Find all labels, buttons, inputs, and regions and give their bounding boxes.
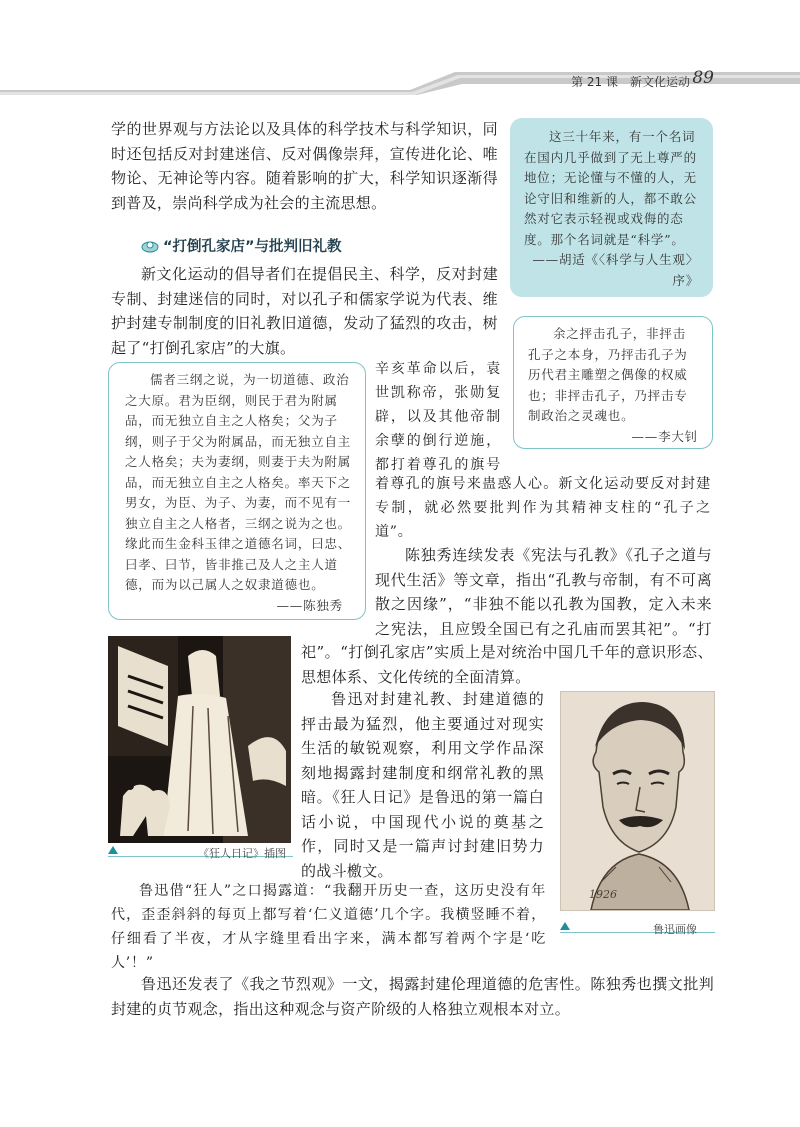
quote-text: 这三十年来，有一个名词在国内几乎做到了无上尊严的地位；无论懂与不懂的人，无论守旧和维新的人，都不敢公然对它表示轻视或戏侮的态度。那个名词就是“科学”。	[524, 129, 697, 247]
quote-source: ——胡适《〈科学与人生观〉序》	[532, 252, 699, 288]
figure-left-caption: 《狂人日记》插图	[198, 847, 286, 860]
paragraph-3-continuation	[301, 640, 713, 689]
kaiti-paragraph-text: 辛亥革命以后，袁世凯称帝，张勋复辟，以及其他帝制余孽的倒行逆施，都打着尊孔的旗号	[375, 361, 501, 473]
kaiti-paragraph-part-2	[375, 472, 711, 544]
sidebar-quote-li	[513, 316, 713, 449]
quote-text: 儒者三纲之说，为一切道德、政治之大原。君为臣纲，则民于君为附属品，而无独立自主之人格矣；父为子纲，则子于父为附属品，而无独立自主之人格矣；夫为妻纲，则妻于夫为附属品，而无独立自主之人格矣。率天下之男女，为臣、为子、为妻，而不见有一独立自主之人格者，三纲之说为之也。缘此而生金科玉律之道德名词，曰忠、曰孝、曰节，皆非推己及人之主人道德，而为以己属人之奴隶道德也。	[125, 372, 352, 592]
sidebar-quote-chen	[108, 362, 366, 620]
sidebar-quote-science	[510, 118, 713, 297]
madman-diary-illustration	[108, 636, 291, 843]
paragraph-3	[375, 543, 712, 641]
page-number: 89	[692, 68, 714, 88]
section-heading-text: “打倒孔家店”与批判旧礼教	[163, 239, 342, 255]
section-heading	[141, 235, 342, 256]
quote-text: 余之抨击孔子，非抨击孔子之本身，乃抨击孔子为历代君主雕塑之偶像的权威也；非抨击孔子，乃抨击专制政治之灵魂也。	[528, 326, 688, 423]
quote-source: ——陈独秀	[276, 597, 343, 613]
kaiti-quote-luxun: 鲁迅借“狂人”之口揭露道：“我翻开历史一查，这历史没有年代，歪歪斜斜的每页上都写着‘仁义道德’几个字。我横竖睡不着，仔细看了半夜，才从字缝里看出字来，满本都写着两个字是‘吃人’！”	[111, 883, 546, 971]
paragraph-3-text: 陈独秀连续发表《宪法与孔教》《孔子之道与现代生活》等文章，指出“孔教与帝制，有不可离散之因缘”，“非独不能以孔教为国教，定入未来之宪法，且应毁全国已有之孔庙而罢其祀”。“打	[375, 546, 712, 638]
illustration-art	[108, 636, 291, 843]
paragraph-5: 鲁迅还发表了《我之节烈观》一文，揭露封建伦理道德的危害性。陈独秀也撰文批判封建的贞节观念，指出这种观念与资产阶级的人格独立观根本对立。	[111, 975, 714, 1018]
lesson-title: 第 21 课 新文化运动	[571, 75, 690, 89]
figure-right-caption: 鲁迅画像	[653, 923, 697, 936]
paragraph-4: 鲁迅对封建礼教、封建道德的抨击最为猛烈，他主要通过对现实生活的敏锐观察，利用文学作品深刻地揭露封建制度和纲常礼教的黑暗。《狂人日记》是鲁迅的第一篇白话小说，中国现代小说的奠基之作，同时又是一篇声讨封建旧势力的战斗檄文。	[301, 690, 544, 880]
section-flower-icon	[141, 238, 159, 254]
portrait-sketch	[561, 692, 714, 910]
quote-source: ——李大钊	[631, 428, 698, 444]
kaiti-paragraph-continuation: 着尊孔的旗号来蛊惑人心。新文化运动要反对封建专制，就必然要批判作为其精神支柱的“孔子之道”。	[375, 476, 711, 540]
caption-triangle-icon	[108, 846, 118, 854]
caption-triangle-icon	[560, 922, 570, 930]
intro-paragraph: 学的世界观与方法论以及具体的科学技术与科学知识，同时还包括反对封建迷信、反对偶像崇拜，宣传进化论、唯物论、无神论等内容。随着影响的扩大，科学知识逐渐得到普及，崇尚科学成为社会的主流思想。	[111, 120, 498, 212]
kaiti-paragraph-part-1	[375, 357, 501, 477]
portrait-signature: 1926	[589, 888, 617, 901]
paragraph-2: 新文化运动的倡导者们在提倡民主、科学，反对封建专制、封建迷信的同时，对以孔子和儒家学说为代表、维护封建专制制度的旧礼教旧道德，发动了猛烈的攻击，树起了“打倒孔家店”的大旗。	[111, 265, 498, 357]
luxun-portrait	[560, 691, 715, 911]
paragraph-3-tail: 祀”。“打倒孔家店”实质上是对统治中国几千年的意识形态、思想体系、文化传统的全面清算。	[301, 643, 713, 686]
